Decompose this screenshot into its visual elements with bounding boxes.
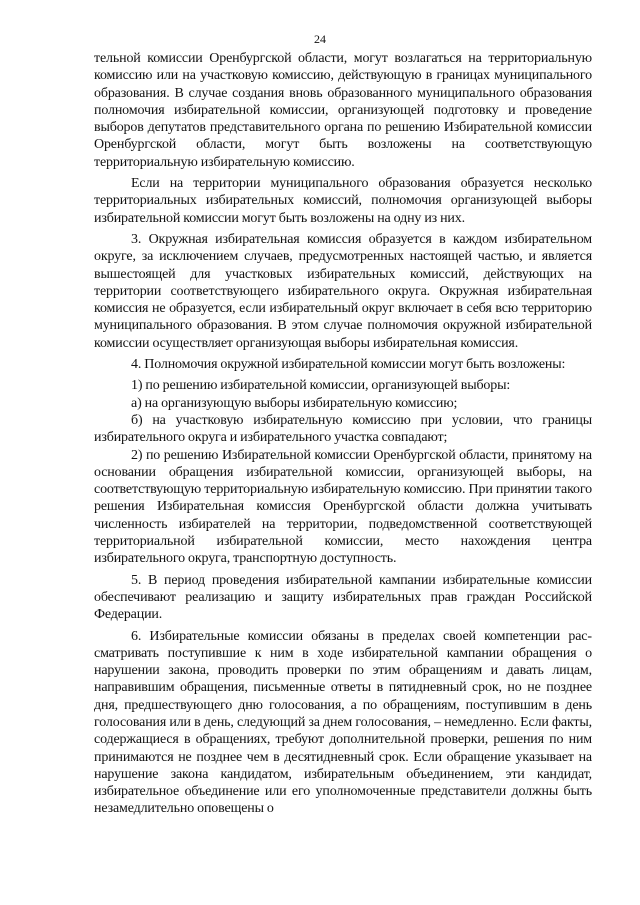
paragraph-continuation: тельной комиссии Оренбургской области, могут возлагаться на территориальную комиссию или на участковую комиссию, действующую в границах муниципального образования. В случае создания вновь образованного муниципального образования полномочия избирательной комиссии, организующей подготовку и проведение выборов депутатов представительного органа по решению Избирательной комиссии Оренбургской области, могут быть возложены на соответствующую территориальную избирательную комиссию.	[94, 51, 592, 170]
paragraph-subitem-1b: б) на участковую избирательную комиссию при условии, что границы избирательного округа и избирательного участка совпадают;	[94, 412, 592, 446]
paragraph-item-3: 3. Окружная избирательная комиссия образуется в каждом избирательном округе, за исключением случаев, предусмотренных настоящей частью, и является вышестоящей для участковых избирательных комиссий, действующих на территории соответствующего избирательного округа. Окружная избирательная комиссия не образуется, если избирательный округ включает в себя всю территорию муниципального образования. В этом случае полномочия окружной избирательной комиссии осуществляет организующая выборы избирательная комиссия.	[94, 231, 592, 351]
page-number: 24	[314, 32, 326, 46]
paragraph-multiple-territorial-commissions: Если на территории муниципального образования образуется несколько территориальных избирательных комиссий, полномочия организующей выборы избирательной комиссии могут быть возложены на одну из них.	[94, 176, 592, 226]
document-body	[94, 50, 592, 818]
paragraph-item-4: 4. Полномочия окружной избирательной комиссии могут быть возложены:	[131, 357, 566, 373]
paragraph-item-6: 6. Избирательные комиссии обязаны в пределах своей компетенции рассматривать поступившие к ним в ходе избирательной кампании обращения о нарушении закона, проводить проверки по этим обращениям и давать лицам, направившим обращения, письменные ответы в пятидневный срок, но не позднее дня, предшествующего дню голосования, а по обращениям, поступившим в день голосования или в день, следующий за днем голосования, – немедленно. Если факты, содержащиеся в обращениях, требуют дополнительной проверки, решения по ним принимаются не позднее чем в десятидневный срок. Если обращение указывает на нарушение закона кандидатом, избирательным объединением, эти кандидат, избирательное объединение или его уполномоченные представители должны быть незамедлительно оповещены о	[94, 628, 592, 817]
paragraph-item-5: 5. В период проведения избирательной кампании избирательные комиссии обеспечивают реализацию и защиту избирательных прав граждан Российской Федерации.	[94, 572, 592, 623]
paragraph-subitem-1a: а) на организующую выборы избирательную комиссию;	[131, 395, 458, 411]
paragraph-subitem-1: 1) по решению избирательной комиссии, организующей выборы:	[131, 378, 511, 394]
paragraph-subitem-2: 2) по решению Избирательной комиссии Оренбургской области, принятому на основании обращения избирательной комиссии, организующей выборы, на соответствующую территориальную избирательную комиссию. При принятии такого решения Избирательная комиссия Оренбургской области должна учитывать численность избирателей на территории, подведомственной соответствующей территориальной избирательной комиссии, место нахождения центра избирательного округа, транспортную доступность.	[94, 447, 592, 567]
